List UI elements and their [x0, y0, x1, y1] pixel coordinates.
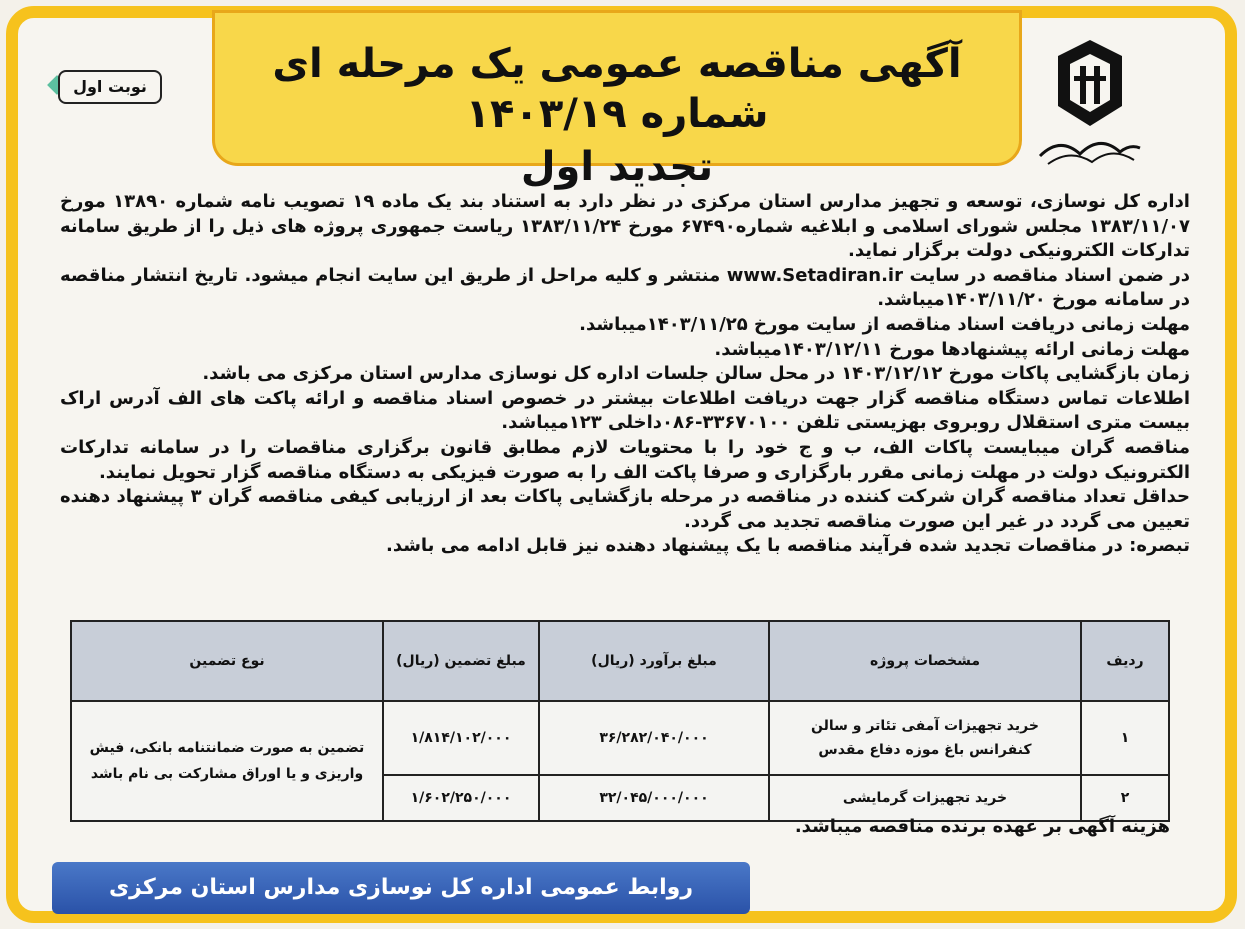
- col-guarantee-type-header: نوع تضمین: [71, 621, 383, 701]
- paragraph: مهلت زمانی دریافت اسناد مناقصه از سایت مورخ ۱۴۰۳/۱۱/۲۵میباشد.: [579, 313, 1190, 335]
- col-index-header: ردیف: [1081, 621, 1169, 701]
- ad-subtitle: تجدید اول: [520, 144, 714, 190]
- paragraph: تبصره: در مناقصات تجدید شده فرآیند مناقصه با یک پیشنهاد دهنده نیز قابل ادامه می باشد.: [385, 535, 1190, 557]
- paragraph: زمان بازگشایی پاکات مورخ ۱۴۰۳/۱۲/۱۲ در محل سالن جلسات اداره کل نوسازی مدارس استان مرکزی می باشد.: [202, 363, 1190, 385]
- ad-body: [60, 190, 1190, 559]
- row-index: ۲: [1081, 775, 1169, 821]
- cost-note: هزینه آگهی بر عهده برنده مناقصه میباشد.: [794, 816, 1170, 837]
- title-box: [212, 10, 1022, 190]
- row-project: خرید تجهیزات گرمایشی: [769, 775, 1081, 821]
- row-guarantee: ۱/۸۱۴/۱۰۲/۰۰۰: [383, 701, 539, 775]
- table-row: [71, 701, 1169, 775]
- col-estimate-header: مبلغ برآورد (ریال): [539, 621, 769, 701]
- round-badge: نوبت اول: [58, 70, 162, 104]
- paragraph: اداره کل نوسازی، توسعه و تجهیز مدارس استان مرکزی در نظر دارد به استناد بند یک ماده ۱۹ تصویب نامه شماره ۱۳۸۹۰ مورخ ۱۳۸۳/۱۱/۰۷ مجلس شورای اسلامی و ابلاغیه شماره۶۷۴۹۰ مورخ ۱۳۸۳/۱۱/۲۴ ریاست جمهوری پروژه های ذیل را از طریق سامانه تدارکات الکترونیکی دولت برگزار نماید.: [60, 191, 1190, 262]
- row-estimate: ۳۲/۰۴۵/۰۰۰/۰۰۰: [539, 775, 769, 821]
- row-index: ۱: [1081, 701, 1169, 775]
- org-logo-icon: [1030, 36, 1150, 176]
- guarantee-type: تضمین به صورت ضمانتنامه بانکی، فیش واریزی و یا اوراق مشارکت بی نام باشد: [71, 701, 383, 821]
- row-project: خرید تجهیزات آمفی تئاتر و سالن کنفرانس باغ موزه دفاع مقدس: [769, 701, 1081, 775]
- col-guarantee-header: مبلغ تضمین (ریال): [383, 621, 539, 701]
- paragraph: در ضمن اسناد مناقصه در سایت www.Setadiran.ir منتشر و کلیه مراحل از طریق این سایت انجام میشود. تاریخ انتشار مناقصه در سامانه مورخ ۱۴۰۳/۱۱/۲۰میباشد.: [60, 264, 1190, 311]
- footer-org-bar: روابط عمومی اداره کل نوسازی مدارس استان مرکزی: [52, 862, 750, 914]
- tender-table: [70, 620, 1170, 822]
- table-header-row: [71, 621, 1169, 701]
- row-estimate: ۳۶/۲۸۲/۰۴۰/۰۰۰: [539, 701, 769, 775]
- paragraph: حداقل تعداد مناقصه گران شرکت کننده در مناقصه در مرحله بازگشایی پاکات بعد از ارزیابی کیفی مناقصه گران ۳ پیشنهاد دهنده تعیین می گردد در غیر این صورت مناقصه تجدید می گردد.: [60, 486, 1190, 532]
- col-project-header: مشخصات پروژه: [769, 621, 1081, 701]
- paragraph: مناقصه گران میبایست پاکات الف، ب و ج خود را با محتویات لازم مطابق قانون برگزاری مناقصات را در سامانه تدارکات الکترونیک دولت در مهلت زمانی مقرر بارگزاری و صرفا پاکت الف را به صورت فیزیکی به دستگاه مناقصه گزار تحویل نمایند.: [60, 436, 1190, 483]
- paragraph: اطلاعات تماس دستگاه مناقصه گزار جهت دریافت اطلاعات بیشتر در خصوص اسناد مناقصه و ارائه پاکت های الف آدرس اراک بیست متری استقلال روبروی بهزیستی تلفن ۳۳۶۷۰۱۰۰-۰۸۶داخلی ۱۲۳میباشد.: [60, 387, 1190, 434]
- ad-title: آگهی مناقصه عمومی یک مرحله ای شماره ۱۴۰۳/۱۹: [272, 41, 962, 137]
- paragraph: مهلت زمانی ارائه پیشنهادها مورخ ۱۴۰۳/۱۲/۱۱میباشد.: [714, 338, 1190, 360]
- row-guarantee: ۱/۶۰۲/۲۵۰/۰۰۰: [383, 775, 539, 821]
